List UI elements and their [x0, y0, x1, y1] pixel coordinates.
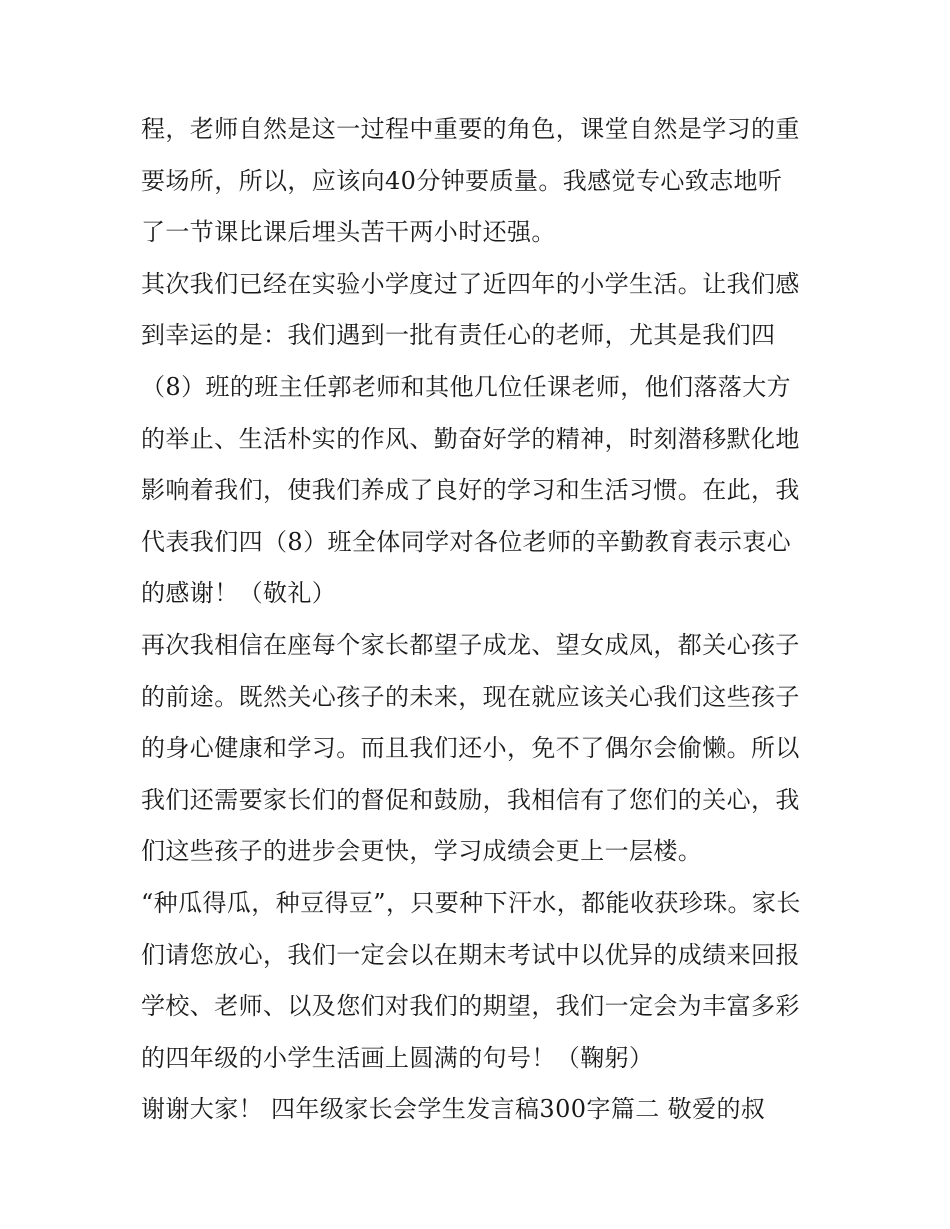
text-line: 们这些孩子的进步会更快，学习成绩会更上一层楼。: [141, 837, 703, 866]
text-line: 的感谢！（敬礼）: [141, 579, 337, 608]
text-line: 学校、老师、以及您们对我们的期望，我们一定会为丰富多彩: [141, 992, 800, 1021]
text-line: 影响着我们，使我们养成了良好的学习和生活习惯。在此，我: [141, 476, 800, 505]
text-line: 了一节课比课后埋头苦干两小时还强。: [141, 218, 556, 247]
text-line: 程，老师自然是这一过程中重要的角色，课堂自然是学习的重: [141, 115, 800, 143]
body-text: [141, 104, 841, 1136]
text-line: 谢谢大家！ 四年级家长会学生发言稿300字篇二 敬爱的叔: [141, 1095, 766, 1124]
text-line: 我们还需要家长们的督促和鼓励，我相信有了您们的关心，我: [141, 785, 800, 814]
text-line: “种瓜得瓜，种豆得豆”，只要种下汗水，都能收获珍珠。家长: [141, 888, 801, 917]
text-line: 再次我相信在座每个家长都望子成龙、望女成凤，都关心孩子: [141, 630, 800, 659]
text-line: 代表我们四（8）班全体同学对各位老师的辛勤教育表示衷心: [141, 527, 792, 556]
text-line: 的身心健康和学习。而且我们还小，免不了偶尔会偷懒。所以: [141, 734, 800, 763]
text-line: 们请您放心，我们一定会以在期末考试中以优异的成绩来回报: [141, 940, 800, 969]
text-line: 到幸运的是：我们遇到一批有责任心的老师，尤其是我们四: [141, 321, 776, 350]
text-line: 其次我们已经在实验小学度过了近四年的小学生活。让我们感: [141, 269, 800, 298]
text-line: 的四年级的小学生活画上圆满的句号！（鞠躬）: [141, 1043, 654, 1072]
text-line: 的前途。既然关心孩子的未来，现在就应该关心我们这些孩子: [141, 682, 800, 711]
text-line: 的举止、生活朴实的作风、勤奋好学的精神，时刻潜移默化地: [141, 424, 800, 453]
text-line: 要场所，所以，应该向40分钟要质量。我感觉专心致志地听: [141, 166, 783, 195]
text-line: （8）班的班主任郭老师和其他几位任课老师，他们落落大方: [141, 372, 792, 401]
